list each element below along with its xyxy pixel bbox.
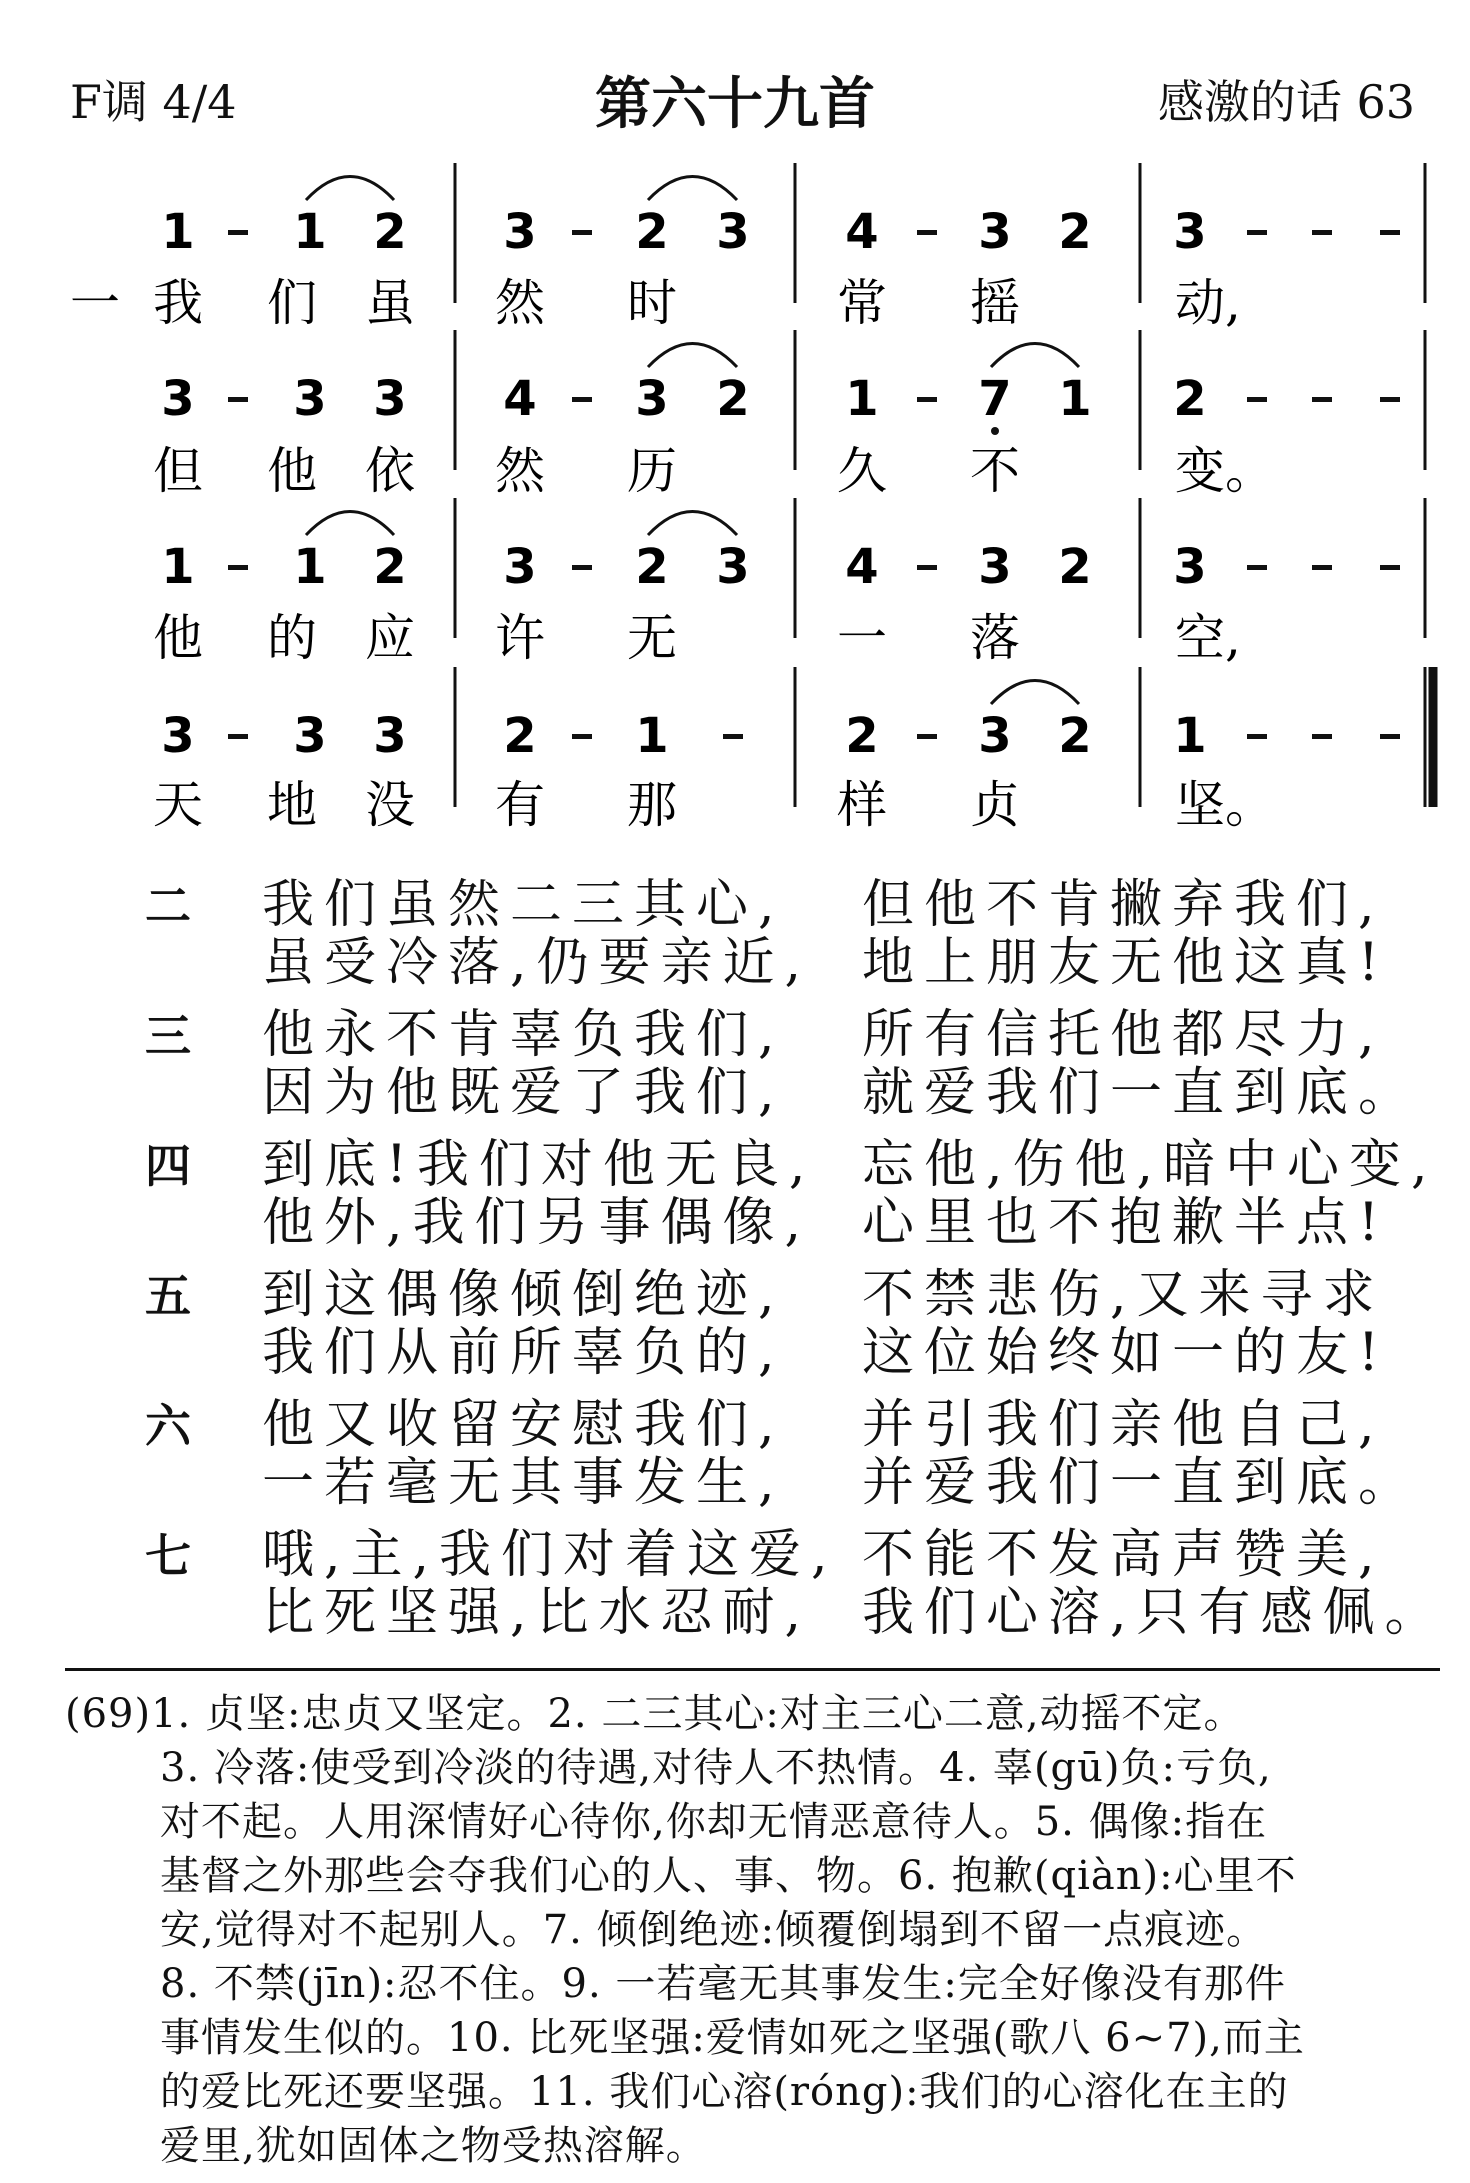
- note: 3: [978, 708, 1012, 764]
- verse-line-right: 心里也不抱歉半点!: [862, 1193, 1389, 1253]
- verse-number: 六: [145, 1399, 191, 1453]
- note: 3: [978, 539, 1012, 595]
- verse-line-left: 我们从前所辜负的,: [262, 1323, 785, 1383]
- note: 1: [161, 204, 195, 260]
- verse-number: 四: [145, 1139, 191, 1193]
- verse-number: 五: [145, 1269, 191, 1323]
- note-dash: [572, 565, 592, 570]
- note: 3: [503, 204, 537, 260]
- note-dash: [572, 734, 592, 739]
- note-dash: [1247, 565, 1267, 570]
- hymn-subtitle: 感激的话 63: [1157, 75, 1415, 129]
- note-dash: [572, 230, 592, 235]
- note: 3: [978, 204, 1012, 260]
- note: 1: [161, 539, 195, 595]
- note: 2: [845, 708, 879, 764]
- verse-line-right: 忘他,伤他,暗中心变,: [862, 1135, 1438, 1195]
- note-dash: [1380, 230, 1400, 235]
- verse-line-right: 不禁悲伤,又来寻求: [862, 1265, 1385, 1325]
- lyric-syllable: 样: [837, 776, 887, 834]
- hymn-title: 第六十九首: [595, 72, 875, 137]
- note-dash: [917, 565, 937, 570]
- verse-line-left: 他永不肯辜负我们,: [262, 1005, 785, 1065]
- note: 7: [978, 371, 1012, 427]
- note-dash: [1312, 565, 1332, 570]
- slur: [991, 681, 1079, 705]
- note: 2: [716, 371, 750, 427]
- lyric-syllable: 们: [267, 274, 317, 332]
- note: 3: [716, 204, 750, 260]
- slur: [306, 512, 394, 536]
- slur: [648, 344, 737, 368]
- verse-line-left: 比死坚强,比水忍耐,: [262, 1583, 812, 1643]
- note: 3: [161, 708, 195, 764]
- verse-line-left: 虽受冷落,仍要亲近,: [262, 933, 812, 993]
- footnote-line: 安,觉得对不起别人。7. 倾倒绝迹:倾覆倒塌到不留一点痕迹。: [160, 1907, 1268, 1953]
- note: 3: [293, 371, 327, 427]
- lyric-syllable: 有: [495, 776, 545, 834]
- lyric-syllable: 空,: [1175, 609, 1241, 667]
- note: 3: [373, 708, 407, 764]
- verse-line-right: 就爱我们一直到底。: [862, 1063, 1421, 1123]
- note: 4: [845, 204, 879, 260]
- note-dash: [1380, 565, 1400, 570]
- note-dash: [917, 230, 937, 235]
- verse-number: 七: [145, 1529, 191, 1583]
- verse-line-left: 因为他既爱了我们,: [262, 1063, 785, 1123]
- note-dash: [228, 230, 248, 235]
- lyric-syllable: 摇: [970, 274, 1020, 332]
- slur: [648, 512, 737, 536]
- verse-line-left: 哦,主,我们对着这爱,: [262, 1525, 838, 1585]
- lyric-syllable: 但: [153, 442, 203, 500]
- note: 3: [373, 371, 407, 427]
- note-dash: [228, 397, 248, 402]
- lyric-syllable: 久: [837, 442, 887, 500]
- slur: [991, 344, 1079, 368]
- verse-line-right: 不能不发高声赞美,: [862, 1525, 1385, 1585]
- note: 1: [845, 371, 879, 427]
- note: 3: [1173, 539, 1207, 595]
- footnote-line: 的爱比死还要坚强。11. 我们心溶(róng):我们的心溶化在主的: [160, 2069, 1289, 2115]
- lyric-syllable: 历: [627, 442, 677, 500]
- verse-line-left: 一若毫无其事发生,: [262, 1453, 785, 1513]
- lyric-syllable: 动,: [1175, 274, 1241, 332]
- lyric-syllable: 我: [153, 274, 203, 332]
- note-dash: [1312, 397, 1332, 402]
- lyric-syllable: 时: [627, 274, 677, 332]
- note: 2: [373, 204, 407, 260]
- lyric-syllable: 不: [970, 442, 1020, 500]
- footnote-line: 3. 冷落:使受到冷淡的待遇,对待人不热情。4. 辜(gū)负:亏负,: [160, 1745, 1272, 1791]
- verse-line-left: 他又收留安慰我们,: [262, 1395, 785, 1455]
- note-dash: [1312, 734, 1332, 739]
- lyric-syllable: 然: [495, 442, 545, 500]
- lyric-syllable: 一: [837, 609, 887, 667]
- note-dash: [228, 734, 248, 739]
- lyric-syllable: 地: [267, 776, 317, 834]
- lyric-syllable: 许: [495, 609, 545, 667]
- note: 3: [716, 539, 750, 595]
- note-dash: [917, 397, 937, 402]
- verse-marker-1: 一: [70, 274, 120, 332]
- lyric-syllable: 他: [267, 442, 317, 500]
- verse-line-right: 所有信托他都尽力,: [862, 1005, 1385, 1065]
- note: 2: [1173, 371, 1207, 427]
- note: 4: [845, 539, 879, 595]
- note: 3: [635, 371, 669, 427]
- verse-line-left: 到底!我们对他无良,: [262, 1135, 816, 1195]
- note-dash: [1312, 230, 1332, 235]
- lyric-syllable: 应: [365, 609, 415, 667]
- note: 1: [635, 708, 669, 764]
- note: 1: [1173, 708, 1207, 764]
- slur: [306, 177, 394, 201]
- verse-line-left: 他外,我们另事偶像,: [262, 1193, 812, 1253]
- footnote-line: 8. 不禁(jīn):忍不住。9. 一若毫无其事发生:完全好像没有那件: [160, 1961, 1286, 2007]
- note-dash: [1247, 397, 1267, 402]
- verse-line-right: 但他不肯撇弃我们,: [862, 875, 1385, 935]
- note: 2: [503, 708, 537, 764]
- note: 4: [503, 371, 537, 427]
- footnote-line: 对不起。人用深情好心待你,你却无情恶意待人。5. 偶像:指在: [160, 1799, 1268, 1845]
- note-dash: [917, 734, 937, 739]
- note-dash: [1380, 734, 1400, 739]
- lyric-syllable: 那: [627, 776, 677, 834]
- lyric-syllable: 落: [970, 609, 1020, 667]
- score-notation: [0, 0, 1470, 860]
- lyric-syllable: 天: [153, 776, 203, 834]
- footnote-line: 事情发生似的。10. 比死坚强:爱情如死之坚强(歌八 6~7),而主: [160, 2015, 1305, 2061]
- verse-line-right: 并引我们亲他自己,: [862, 1395, 1385, 1455]
- note-dash: [1247, 230, 1267, 235]
- lyric-syllable: 虽: [365, 274, 415, 332]
- lower-octave-dot: [991, 427, 999, 435]
- note: 2: [1058, 539, 1092, 595]
- note: 3: [503, 539, 537, 595]
- note-dash: [228, 565, 248, 570]
- verse-line-right: 并爱我们一直到底。: [862, 1453, 1421, 1513]
- note-dash: [572, 397, 592, 402]
- verse-line-left: 我们虽然二三其心,: [262, 875, 785, 935]
- note: 2: [635, 539, 669, 595]
- note: 1: [293, 539, 327, 595]
- note: 2: [1058, 708, 1092, 764]
- lyric-syllable: 然: [495, 274, 545, 332]
- lyric-syllable: 没: [365, 776, 415, 834]
- note: 2: [1058, 204, 1092, 260]
- note-dash: [723, 734, 743, 739]
- verse-number: 二: [145, 879, 191, 933]
- footnote-line: (69)1. 贞坚:忠贞又坚定。2. 二三其心:对主三心二意,动摇不定。: [65, 1691, 1245, 1737]
- note: 1: [1058, 371, 1092, 427]
- note: 3: [161, 371, 195, 427]
- footnote-line: 爱里,犹如固体之物受热溶解。: [160, 2123, 707, 2169]
- note-dash: [1247, 734, 1267, 739]
- verse-number: 三: [145, 1009, 191, 1063]
- lyric-syllable: 变。: [1175, 442, 1275, 500]
- note: 1: [293, 204, 327, 260]
- lyric-syllable: 依: [365, 442, 415, 500]
- note: 2: [373, 539, 407, 595]
- lyric-syllable: 无: [627, 609, 677, 667]
- note: 3: [1173, 204, 1207, 260]
- note: 2: [635, 204, 669, 260]
- note-dash: [1380, 397, 1400, 402]
- note: 3: [293, 708, 327, 764]
- footnote-divider: [65, 1668, 1440, 1671]
- verse-line-left: 到这偶像倾倒绝迹,: [262, 1265, 785, 1325]
- verse-line-right: 这位始终如一的友!: [862, 1323, 1389, 1383]
- footnote-line: 基督之外那些会夺我们心的人、事、物。6. 抱歉(qiàn):心里不: [160, 1853, 1297, 1899]
- key-signature: F调 4/4: [70, 75, 237, 129]
- verse-line-right: 地上朋友无他这真!: [862, 933, 1389, 993]
- lyric-syllable: 坚。: [1175, 776, 1275, 834]
- lyric-syllable: 常: [837, 274, 887, 332]
- lyric-syllable: 的: [267, 609, 317, 667]
- lyric-syllable: 贞: [970, 776, 1020, 834]
- lyric-syllable: 他: [153, 609, 203, 667]
- slur: [648, 177, 737, 201]
- verse-line-right: 我们心溶,只有感佩。: [862, 1583, 1447, 1643]
